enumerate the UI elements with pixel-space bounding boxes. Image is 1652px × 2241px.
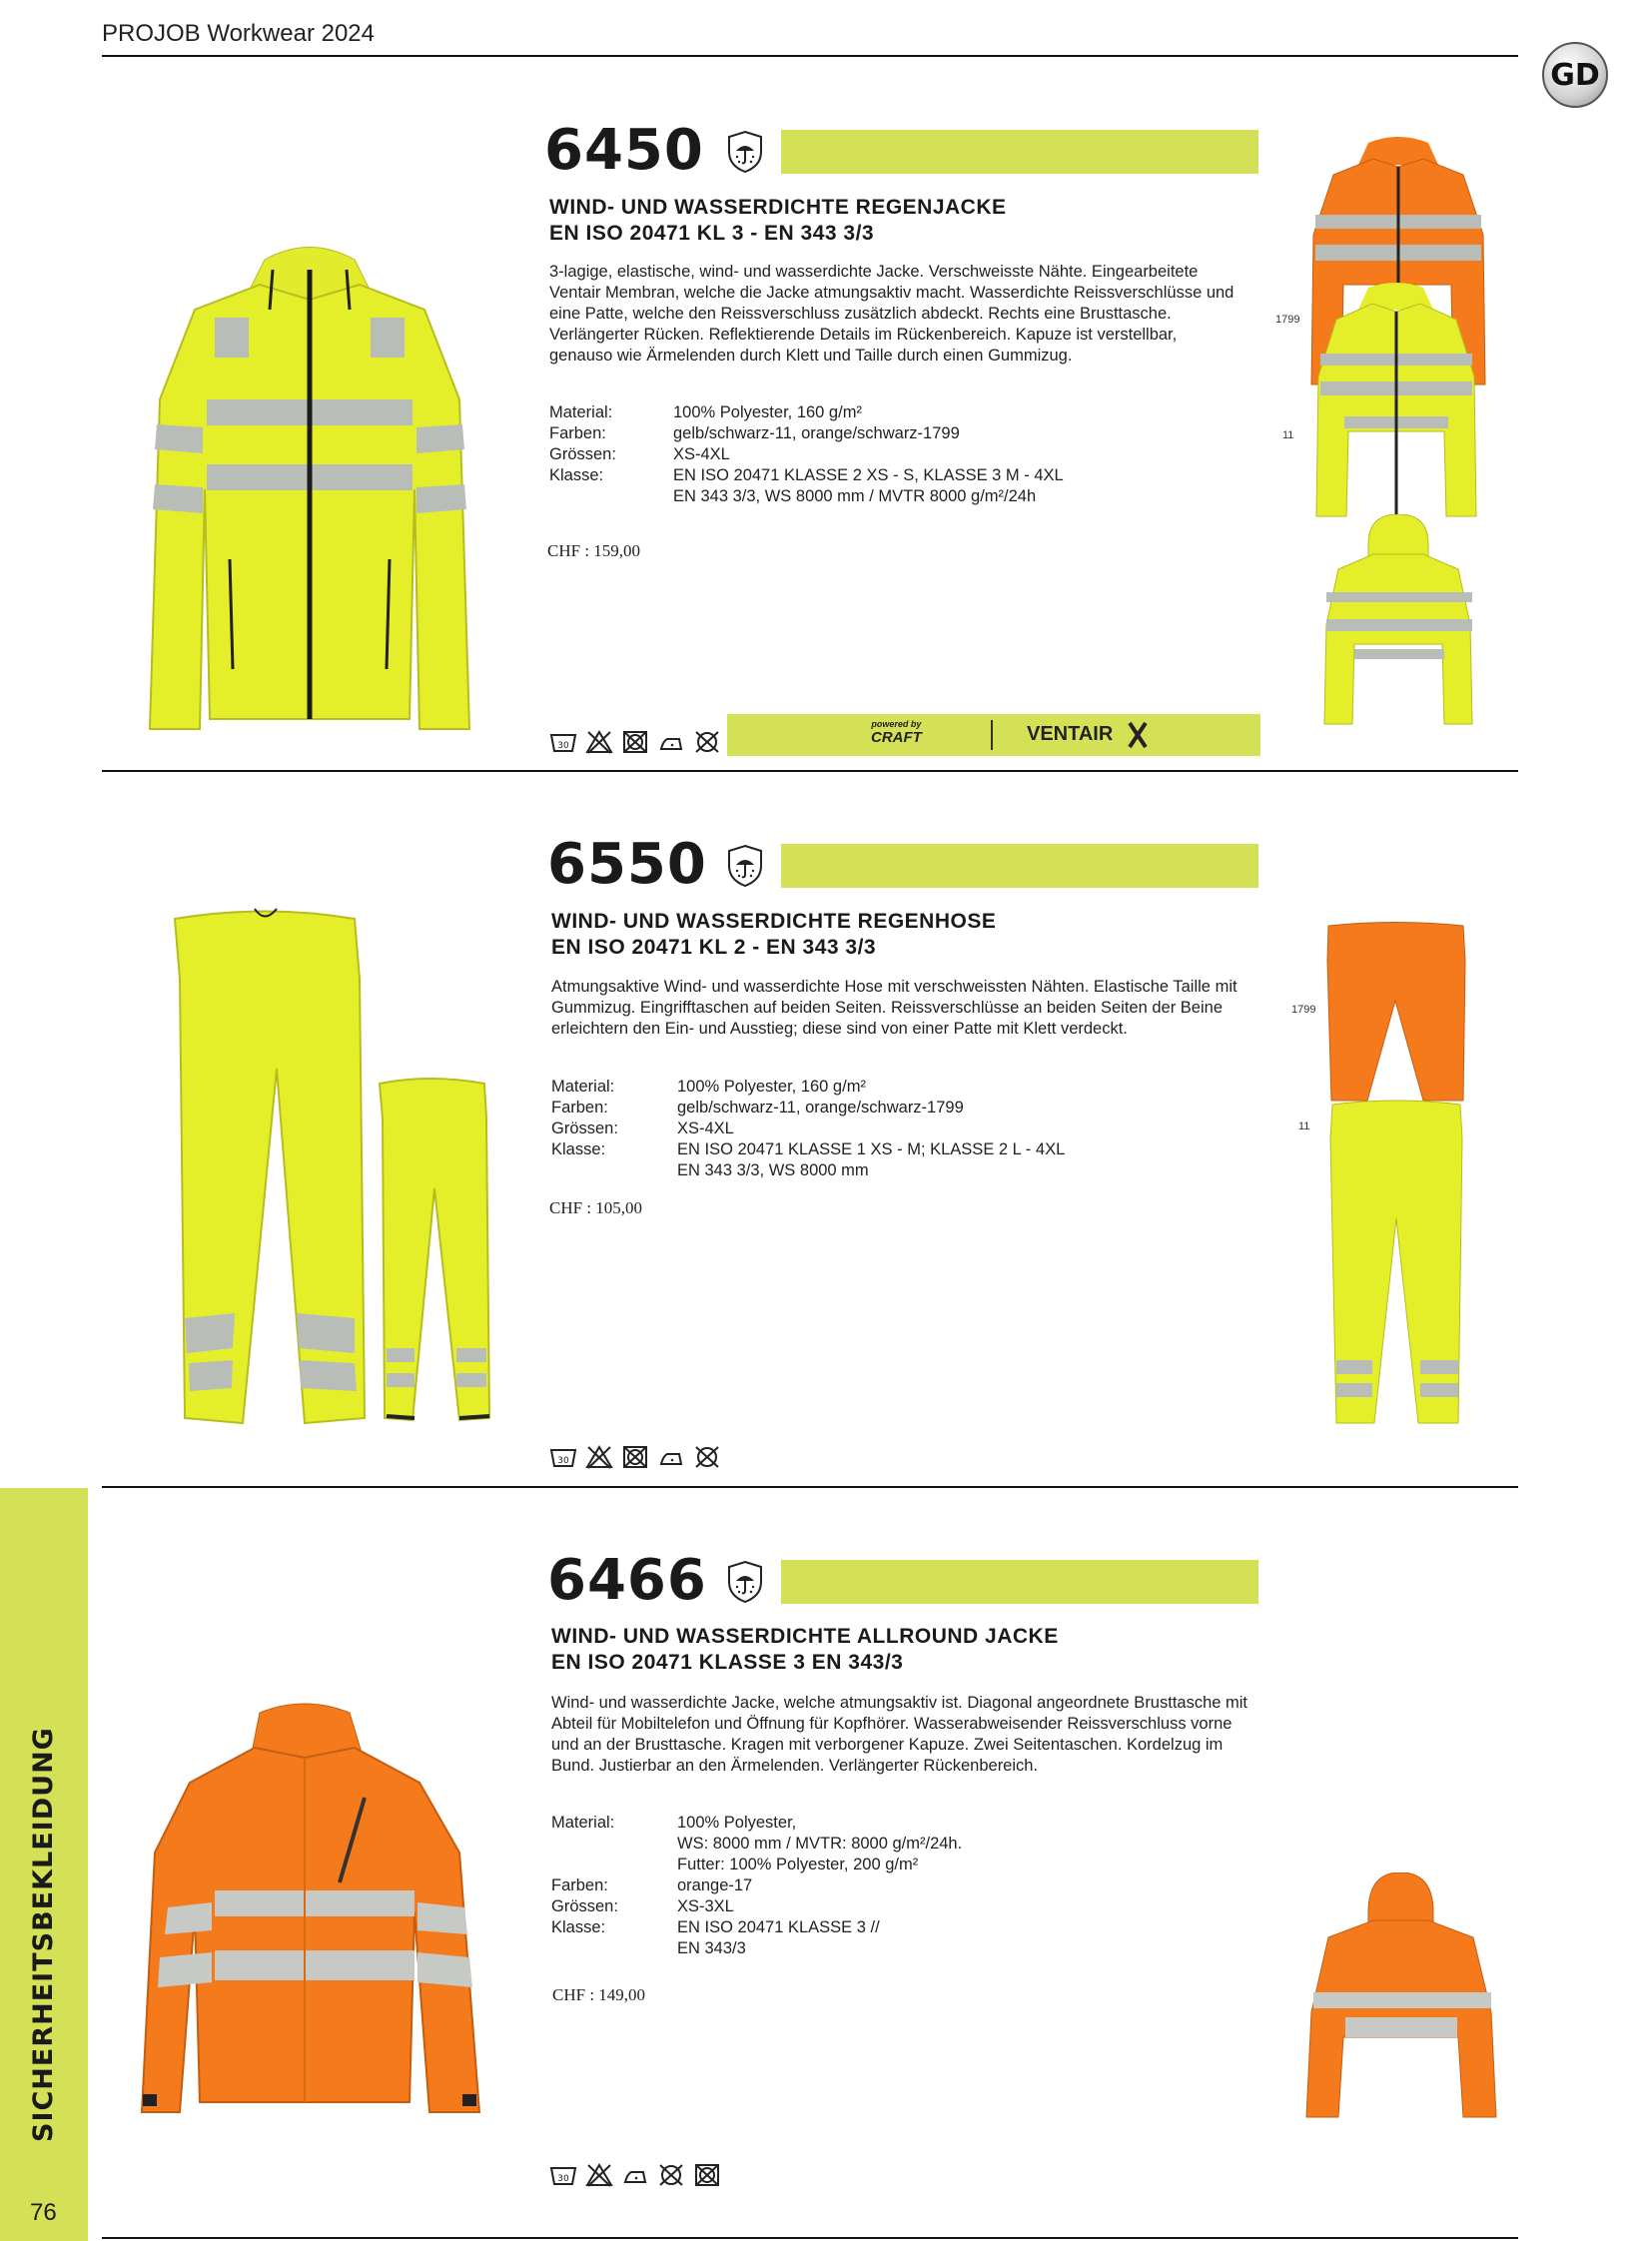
product-price: CHF : 149,00 xyxy=(552,1985,646,2004)
no-bleach-icon xyxy=(585,729,613,755)
product-title xyxy=(549,195,1007,247)
variant-image-trousers-yellow xyxy=(1326,1099,1466,1428)
wash-30-icon xyxy=(549,1444,577,1470)
variant-code-label: 1799 xyxy=(1275,314,1300,326)
variant-code-label: 11 xyxy=(1282,429,1294,441)
spec-label: Farben: xyxy=(549,424,606,442)
spec-label: Grössen: xyxy=(549,445,616,463)
back-view-image-jacket-yellow xyxy=(1318,514,1478,729)
variant-code-label: 1799 xyxy=(1291,1004,1316,1016)
craft-logo xyxy=(871,719,922,746)
variant-image-trousers-orange xyxy=(1323,921,1468,1106)
spec-value: EN ISO 20471 KLASSE 2 XS - S, KLASSE 3 M - 4XL xyxy=(673,466,1064,484)
no-dry-clean-icon xyxy=(693,1444,721,1470)
product-description: Atmungsaktive Wind- und wasserdichte Hose mit verschweissten Nähten. Elastische Taille mit Gummizug. Eingrifftaschen auf beiden Seiten. Reissverschlüsse an beiden Seiten der Beine erleichtern den Ein- und Ausstieg; diese sind von einer Patte mit Klett verdeckt. xyxy=(551,978,1238,1038)
product-title xyxy=(551,1624,1059,1676)
iron-low-icon xyxy=(657,729,685,755)
spec-label: Material: xyxy=(551,1078,615,1096)
iron-low-icon xyxy=(621,2162,649,2188)
spec-label: Klasse: xyxy=(549,466,604,484)
spec-label: Farben: xyxy=(551,1099,608,1117)
no-tumble-dry-icon xyxy=(693,2162,721,2188)
no-bleach-icon xyxy=(585,2162,613,2188)
product-price: CHF : 159,00 xyxy=(547,541,641,560)
care-icons xyxy=(549,1444,721,1470)
accent-bar xyxy=(781,844,1258,888)
spec-value: orange-17 xyxy=(677,1876,753,1894)
iron-low-icon xyxy=(657,1444,685,1470)
spec-label: Material: xyxy=(549,403,613,421)
product-image-jacket-orange xyxy=(140,1703,484,2122)
weather-protection-shield-icon xyxy=(726,130,764,174)
product-image-trousers-yellow xyxy=(165,899,509,1438)
brand-divider xyxy=(991,720,993,750)
section-divider xyxy=(102,1486,1518,1488)
brand-bar xyxy=(727,714,1260,756)
spec-value: EN ISO 20471 KLASSE 3 // xyxy=(677,1918,880,1936)
product-code: 6450 xyxy=(544,118,704,183)
spec-label: Klasse: xyxy=(551,1140,606,1158)
svg-text:30: 30 xyxy=(557,2174,569,2184)
wash-30-icon xyxy=(549,2162,577,2188)
spec-value: XS-4XL xyxy=(673,445,730,463)
powered-by-label: powered by xyxy=(871,719,922,729)
product-title-line: WIND- UND WASSERDICHTE REGENHOSE xyxy=(551,910,997,933)
product-title-line: WIND- UND WASSERDICHTE ALLROUND JACKE xyxy=(551,1625,1059,1648)
svg-text:30: 30 xyxy=(557,741,569,751)
page-number: 76 xyxy=(30,2199,57,2226)
product-title xyxy=(551,909,996,961)
svg-text:30: 30 xyxy=(557,1456,569,1466)
craft-label: CRAFT xyxy=(871,729,922,746)
header-rule xyxy=(102,55,1518,57)
product-description: 3-lagige, elastische, wind- und wasserdichte Jacke. Verschweisste Nähte. Eingearbeitete Ventair Membran, welche die Jacke atmungsaktiv macht. Wasserdichte Reissverschlüsse und eine Patte, welche den Reissverschluss zusätzlich abdeckt. Rechts eine Brusttasche. Verlängerter Rücken. Reflektierende Details im Rückenbereich. Kapuze ist verstellbar, genauso wie Ärmelenden durch Klett und Taille durch einen Gummizug. xyxy=(549,263,1235,365)
product-price: CHF : 105,00 xyxy=(549,1198,643,1217)
product-title-line: EN ISO 20471 KL 3 - EN 343 3/3 xyxy=(549,222,875,245)
header-title: PROJOB Workwear 2024 xyxy=(102,20,375,47)
spec-value: gelb/schwarz-11, orange/schwarz-1799 xyxy=(673,424,960,442)
spec-label: Grössen: xyxy=(551,1897,618,1915)
variant-code-label: 11 xyxy=(1298,1120,1310,1132)
spec-table xyxy=(551,1813,1250,1962)
product-title-line: EN ISO 20471 KL 2 - EN 343 3/3 xyxy=(551,936,877,959)
spec-value: XS-4XL xyxy=(677,1120,734,1137)
variant-image-jacket-yellow xyxy=(1308,282,1483,521)
product-title-line: EN ISO 20471 KLASSE 3 EN 343/3 xyxy=(551,1651,904,1674)
product-image-jacket-yellow xyxy=(125,240,494,739)
product-code: 6466 xyxy=(547,1548,707,1613)
accent-bar xyxy=(781,1560,1258,1604)
ventair-x-icon xyxy=(1127,721,1149,749)
no-bleach-icon xyxy=(585,1444,613,1470)
spec-value: XS-3XL xyxy=(677,1897,734,1915)
spec-value: EN 343/3 xyxy=(677,1939,746,1957)
weather-protection-shield-icon xyxy=(726,1560,764,1604)
no-dry-clean-icon xyxy=(657,2162,685,2188)
section-divider xyxy=(102,770,1518,772)
wash-30-icon xyxy=(549,729,577,755)
no-tumble-dry-icon xyxy=(621,1444,649,1470)
spec-value: EN 343 3/3, WS 8000 mm xyxy=(677,1161,869,1179)
spec-value: WS: 8000 mm / MVTR: 8000 g/m²/24h. xyxy=(677,1835,963,1853)
product-code: 6550 xyxy=(547,832,707,897)
spec-label: Farben: xyxy=(551,1876,608,1894)
spec-value: 100% Polyester, xyxy=(677,1814,797,1832)
no-dry-clean-icon xyxy=(693,729,721,755)
product-description: Wind- und wasserdichte Jacke, welche atmungsaktiv ist. Diagonal angeordnete Brusttasche mit Abteil für Mobiltelefon und Öffnung für Kopfhörer. Wasserabweisender Reissverschluss vorne und an der Brusttasche. Kragen mit verborgener Kapuze. Zwei Seitentaschen. Kordelzug im Bund. Justierbar an den Ärmelenden. Verlängerter Rückenbereich. xyxy=(551,1694,1248,1775)
spec-label: Klasse: xyxy=(551,1918,606,1936)
spec-value: 100% Polyester, 160 g/m² xyxy=(673,403,862,421)
no-tumble-dry-icon xyxy=(621,729,649,755)
spec-value: gelb/schwarz-11, orange/schwarz-1799 xyxy=(677,1099,964,1117)
spec-label: Material: xyxy=(551,1814,615,1832)
back-view-image-jacket-orange xyxy=(1303,1872,1498,2122)
weather-protection-shield-icon xyxy=(726,844,764,888)
care-icons xyxy=(549,729,721,755)
spec-value: Futter: 100% Polyester, 200 g/m² xyxy=(677,1856,919,1873)
spec-label: Grössen: xyxy=(551,1120,618,1137)
section-side-tab-label: SICHERHEITSBEKLEIDUNG xyxy=(28,1727,59,2142)
spec-value: EN ISO 20471 KLASSE 1 XS - M; KLASSE 2 L - 4XL xyxy=(677,1140,1066,1158)
spec-value: EN 343 3/3, WS 8000 mm / MVTR 8000 g/m²/24h xyxy=(673,487,1037,505)
brand-logo: GD xyxy=(1542,42,1608,108)
product-title-line: WIND- UND WASSERDICHTE REGENJACKE xyxy=(549,196,1007,219)
ventair-logo: VENTAIR xyxy=(1027,723,1114,745)
bottom-divider xyxy=(102,2237,1518,2239)
care-icons xyxy=(549,2162,721,2188)
spec-table xyxy=(551,1077,1250,1186)
spec-value: 100% Polyester, 160 g/m² xyxy=(677,1078,866,1096)
accent-bar xyxy=(781,130,1258,174)
spec-table xyxy=(549,402,1248,512)
